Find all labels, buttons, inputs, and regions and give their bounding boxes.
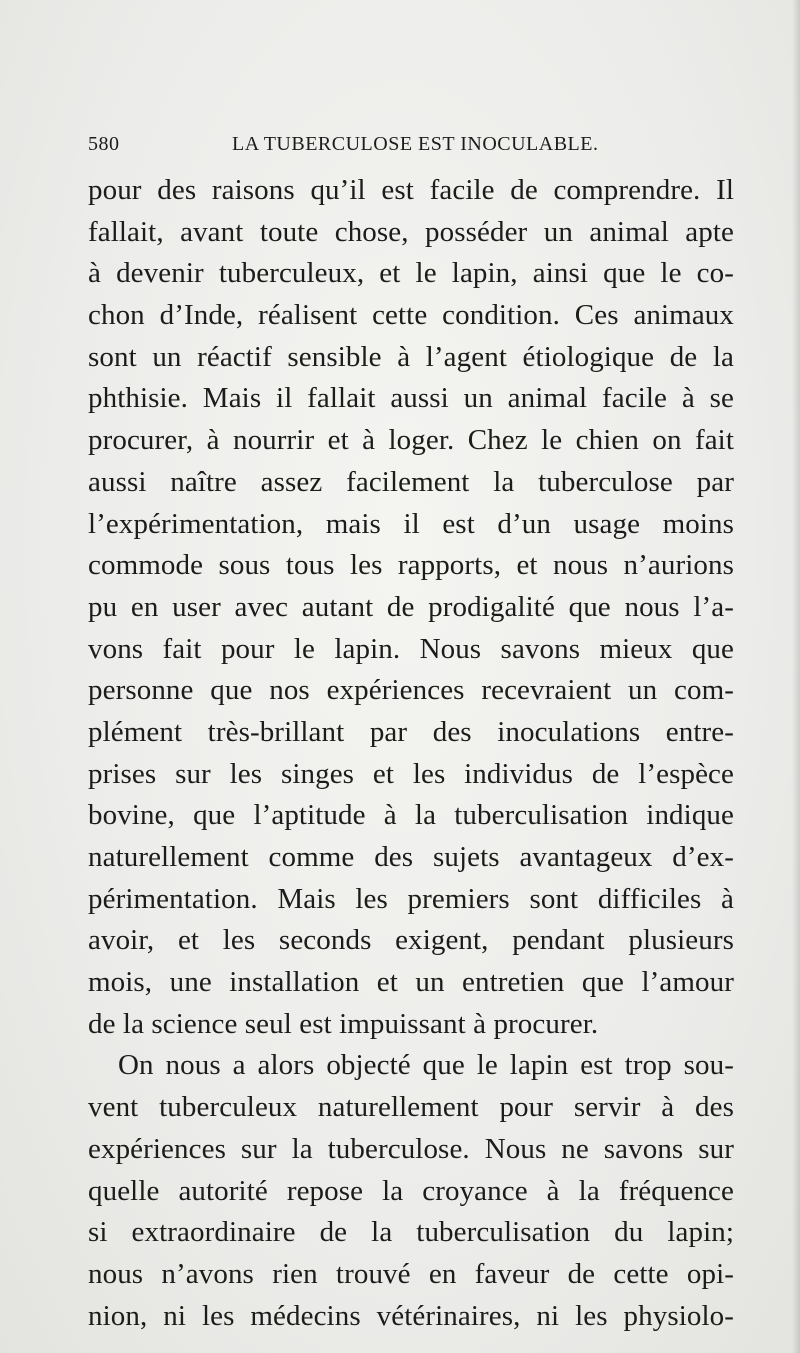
- text-line: procurer, à nourrir et à loger. Chez le chien on fait: [88, 424, 734, 457]
- text-line: mois, une installation et un entretien que l’amour: [88, 966, 734, 999]
- text-line: naturellement comme des sujets avantageux d’ex-: [88, 841, 734, 873]
- running-title: LA TUBERCULOSE EST INOCULABLE.: [232, 133, 599, 155]
- text-line: aussi naître assez facilement la tuberculose par: [88, 465, 734, 498]
- text-line: fallait, avant toute chose, posséder un animal apte: [88, 215, 734, 248]
- text-line: sont un réactif sensible à l’agent étiologique de la: [88, 340, 734, 373]
- text-line: pour des raisons qu’il est facile de comprendre. Il: [88, 174, 734, 206]
- text-line: bovine, que l’aptitude à la tuberculisation indique: [88, 799, 734, 832]
- text-line: si extraordinaire de la tuberculisation du lapin;: [88, 1216, 734, 1249]
- text-line: personne que nos expériences recevraient un com-: [88, 674, 734, 707]
- text-line: quelle autorité repose la croyance à la fréquence: [88, 1174, 734, 1207]
- text-line: commode sous tous les rapports, et nous n’aurions: [88, 549, 734, 582]
- text-line: l’expérimentation, mais il est d’un usage moins: [88, 507, 734, 540]
- paragraph-first-line: On nous a alors objecté que le lapin est trop sou-: [118, 1049, 734, 1082]
- text-line: à devenir tuberculeux, et le lapin, ainsi que le co-: [88, 257, 734, 290]
- text-line: périmentation. Mais les premiers sont difficiles à: [88, 882, 734, 915]
- paragraph-last-line: de la science seul est impuissant à procurer.: [88, 1007, 599, 1040]
- page-edge-shadow: [792, 0, 800, 1353]
- page-number: 580: [88, 133, 120, 155]
- text-line: vent tuberculeux naturellement pour servir à des: [88, 1091, 734, 1124]
- text-line: plément très-brillant par des inoculations entre-: [88, 715, 734, 748]
- text-line: avoir, et les seconds exigent, pendant plusieurs: [88, 924, 734, 957]
- text-line: pu en user avec autant de prodigalité que nous l’a-: [88, 590, 734, 623]
- text-line: nous n’avons rien trouvé en faveur de cette opi-: [88, 1257, 734, 1290]
- text-line: chon d’Inde, réalisent cette condition. Ces animaux: [88, 299, 734, 332]
- text-line: expériences sur la tuberculose. Nous ne savons sur: [88, 1132, 734, 1165]
- text-line: phthisie. Mais il fallait aussi un animal facile à se: [88, 382, 734, 415]
- text-line: nion, ni les médecins vétérinaires, ni les physiolo-: [88, 1299, 734, 1332]
- body-text: [88, 170, 734, 1337]
- text-line: vons fait pour le lapin. Nous savons mieux que: [88, 632, 734, 665]
- page-header: [88, 127, 648, 163]
- text-line: prises sur les singes et les individus de l’espèce: [88, 757, 734, 790]
